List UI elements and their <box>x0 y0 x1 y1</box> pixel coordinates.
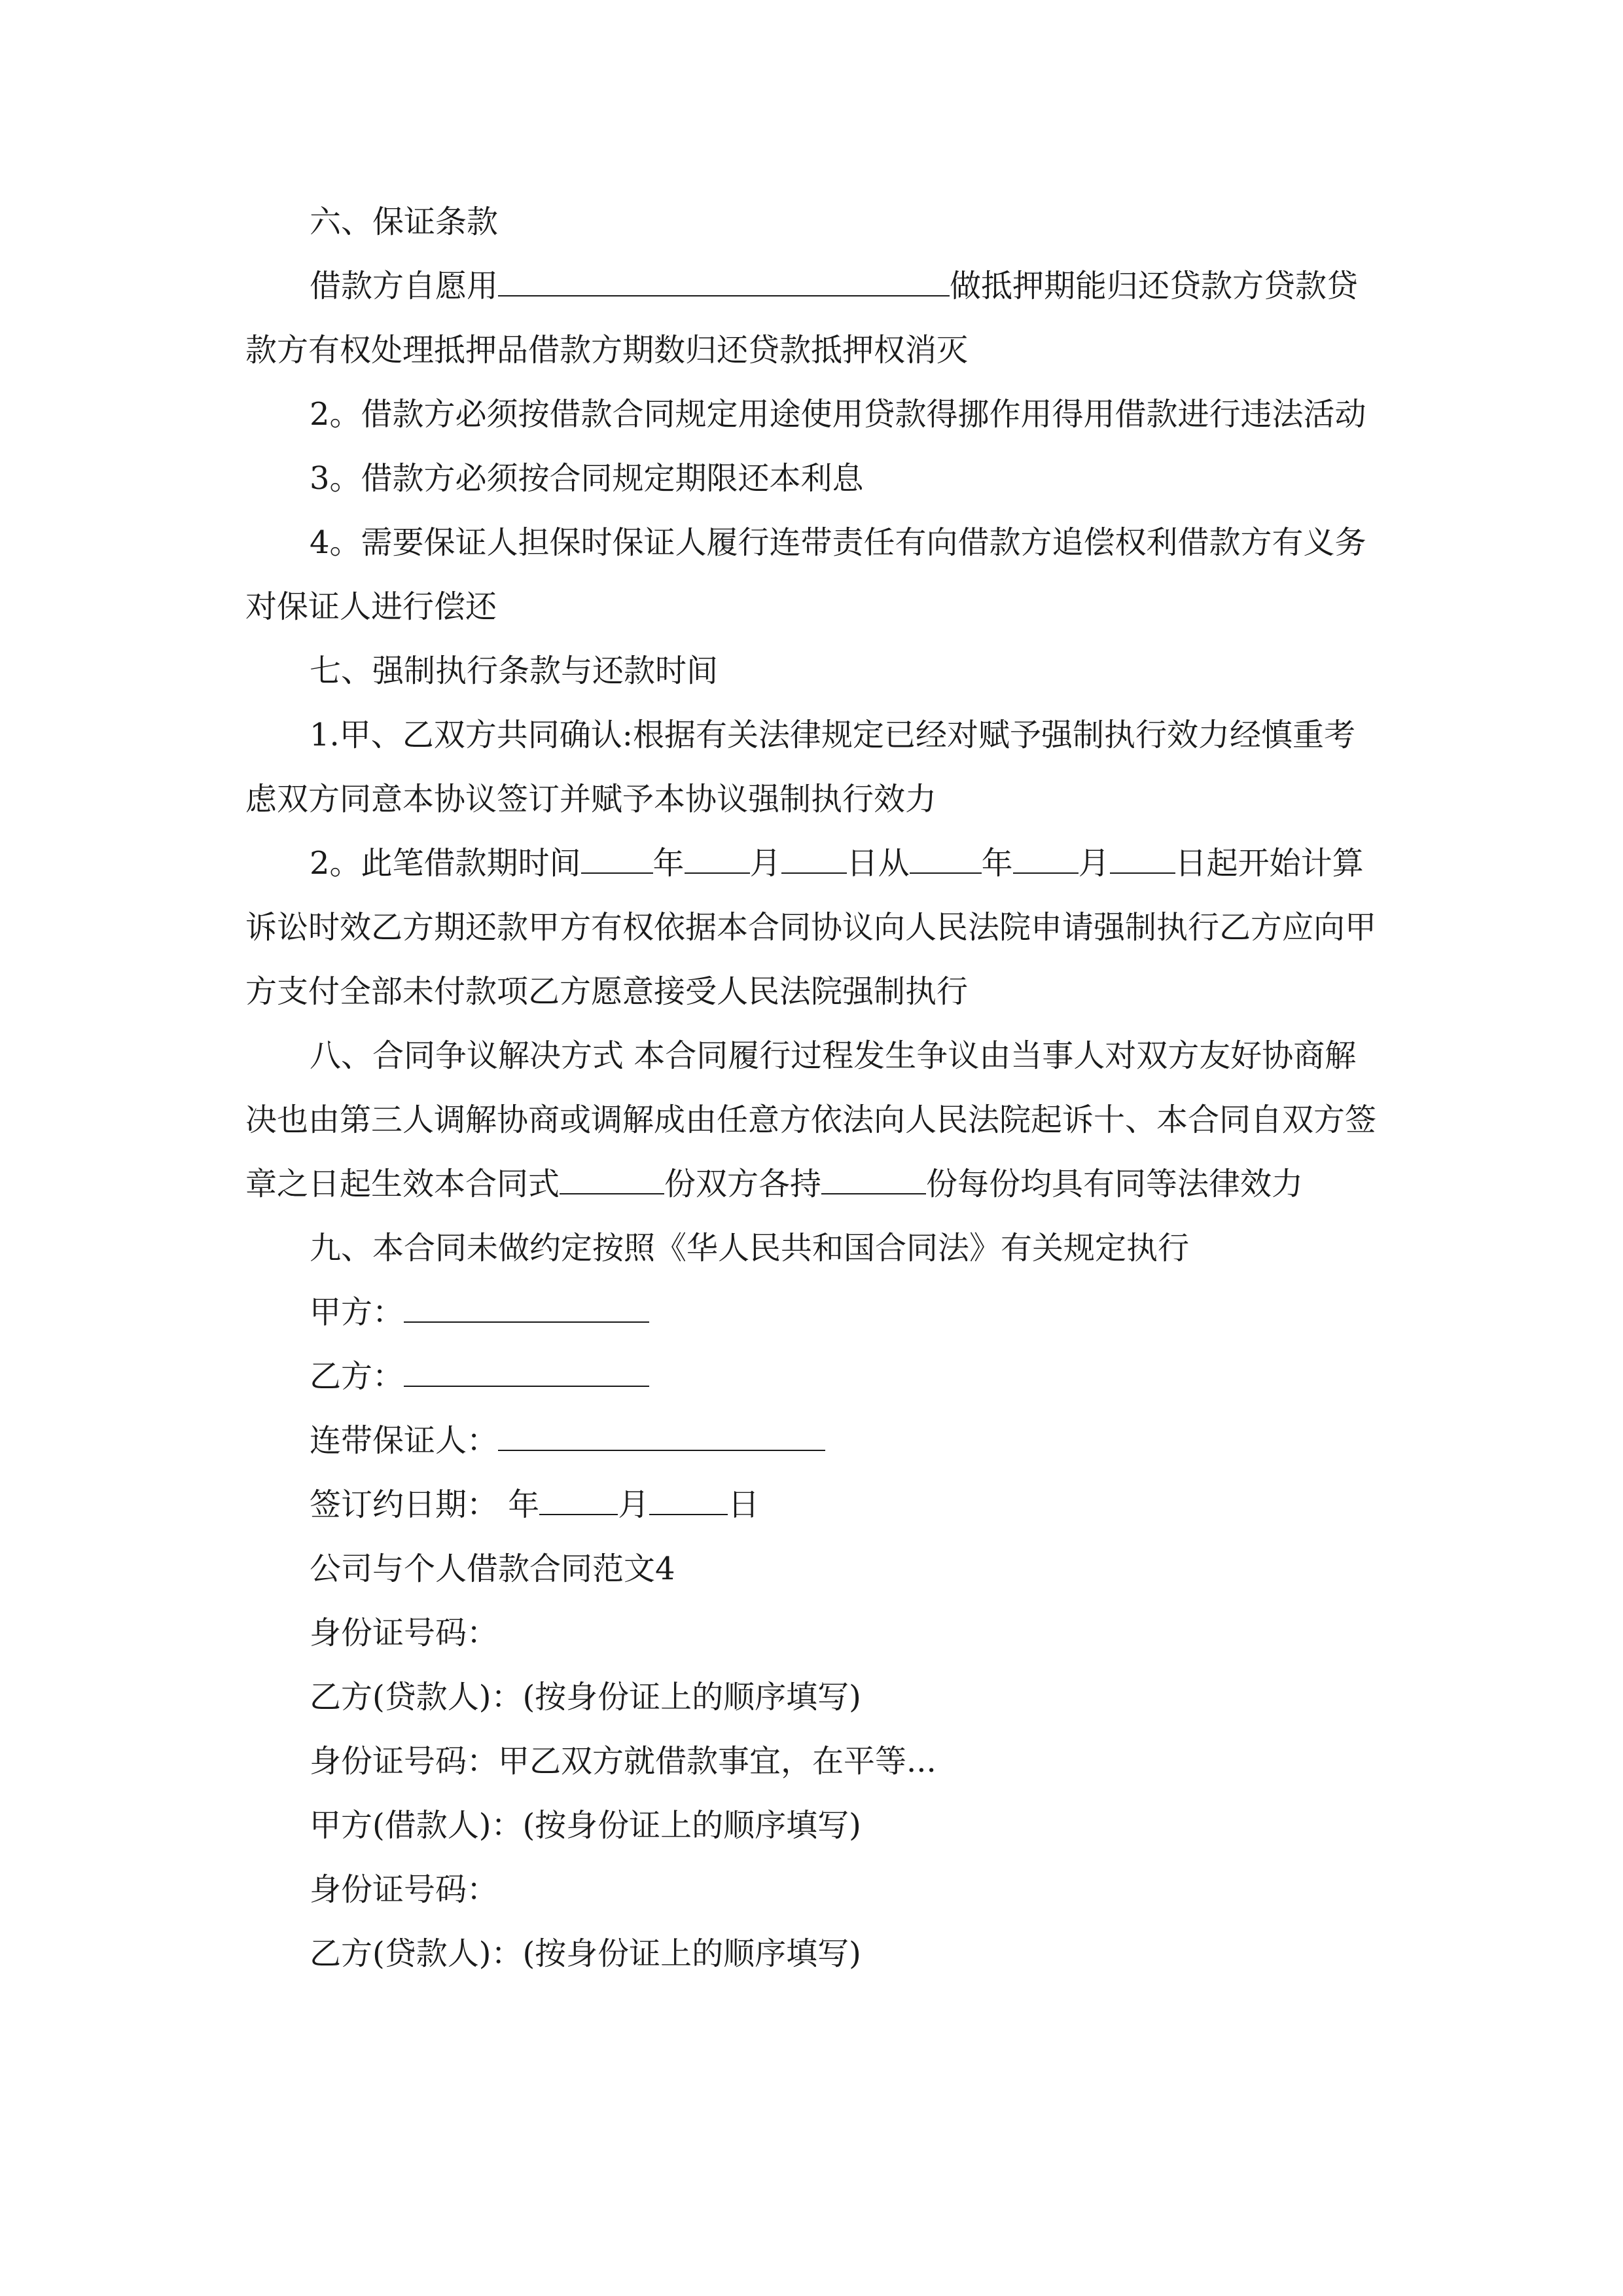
end-year-blank[interactable] <box>910 846 982 874</box>
clause-text: 借款方自愿用 <box>310 268 499 304</box>
guarantor-label: 连带保证人： <box>310 1422 499 1459</box>
end-month-blank[interactable] <box>1013 846 1079 874</box>
sign-month-blank[interactable] <box>539 1488 618 1515</box>
party-b-label: 乙方： <box>310 1358 404 1395</box>
section-6-clause-4: 4。需要保证人担保时保证人履行连带责任有向借款方追偿权利借款方有义务对保证人进行偿还 <box>245 524 1366 625</box>
day-label: 日 <box>728 1486 760 1523</box>
year-label: 年 <box>652 845 685 882</box>
month-label: 月 <box>1078 845 1110 882</box>
sign-date-line <box>245 1473 1381 1537</box>
guarantor-blank[interactable] <box>498 1424 825 1451</box>
party-a-blank[interactable] <box>404 1295 649 1323</box>
sign-day-blank[interactable] <box>649 1488 728 1515</box>
id-number-line: 身份证号码： <box>310 1615 499 1651</box>
section-6-clause-3: 3。借款方必须按合同规定期限还本利息 <box>310 460 864 497</box>
copies-each-blank[interactable] <box>821 1167 926 1194</box>
id-number-line: 身份证号码：甲乙双方就借款事宜，在平等... <box>310 1743 936 1780</box>
id-number-line: 身份证号码： <box>310 1871 499 1908</box>
month-label: 月 <box>618 1486 650 1523</box>
copies-total-blank[interactable] <box>560 1167 664 1194</box>
contract-4-title: 公司与个人借款合同范文4 <box>310 1551 675 1587</box>
year-label: 年 <box>981 845 1013 882</box>
party-a-label: 甲方： <box>310 1294 404 1331</box>
section-7-clause-1: 1.甲、乙双方共同确认:根据有关法律规定已经对赋予强制执行效力经慎重考虑双方同意本协议签订并赋予本协议强制执行效力 <box>245 717 1355 817</box>
clause-text: 八、合同争议解决方式 本合同履行过程发生争议由当事人对双方友好协商解决也由第三人调解协商或调解成由任意方依法向人民法院起诉十、本合同自双方签章之日起生效本合同式 <box>245 1037 1377 1202</box>
clause-text: 做抵押期能归还贷款方贷款贷款方有权处理抵押品借款方期数归还贷款抵押权消灭 <box>245 268 1359 368</box>
party-b-signature-line <box>245 1344 1381 1408</box>
start-month-blank[interactable] <box>685 846 750 874</box>
guarantor-signature-line <box>245 1408 1381 1473</box>
section-6-clause-2: 2。借款方必须按借款合同规定用途使用贷款得挪作用得用借款进行违法活动 <box>310 396 1366 433</box>
lender-line: 乙方(贷款人)：(按身份证上的顺序填写) <box>310 1679 861 1715</box>
lender-line: 乙方(贷款人)：(按身份证上的顺序填写) <box>310 1935 861 1972</box>
start-year-blank[interactable] <box>581 846 653 874</box>
party-a-signature-line <box>245 1280 1381 1344</box>
sign-date-label: 签订约日期： 年 <box>310 1486 540 1523</box>
start-day-blank[interactable] <box>781 846 847 874</box>
clause-text: 2。此笔借款期时间 <box>310 845 581 882</box>
section-6-heading: 六、保证条款 <box>310 204 499 240</box>
end-day-blank[interactable] <box>1110 846 1175 874</box>
collateral-blank[interactable] <box>498 269 950 296</box>
day-from-label: 日从 <box>846 845 910 882</box>
section-6-clause-1 <box>245 254 1381 382</box>
section-9-clause: 九、本合同未做约定按照《华人民共和国合同法》有关规定执行 <box>310 1230 1190 1266</box>
clause-text: 份每份均具有同等法律效力 <box>926 1166 1304 1202</box>
clause-text: 日起开始计算诉讼时效乙方期还款甲方有权依据本合同协议向人民法院申请强制执行乙方应向甲方支付全部未付款项乙方愿意接受人民法院强制执行 <box>245 845 1377 1010</box>
section-7-heading: 七、强制执行条款与还款时间 <box>310 653 719 689</box>
section-7-clause-2 <box>245 831 1381 1024</box>
party-b-blank[interactable] <box>404 1359 649 1387</box>
borrower-line: 甲方(借款人)：(按身份证上的顺序填写) <box>310 1807 861 1844</box>
document-page <box>245 190 1381 1986</box>
clause-text: 份双方各持 <box>664 1166 822 1202</box>
section-8-clause <box>245 1024 1381 1216</box>
month-label: 月 <box>749 845 781 882</box>
